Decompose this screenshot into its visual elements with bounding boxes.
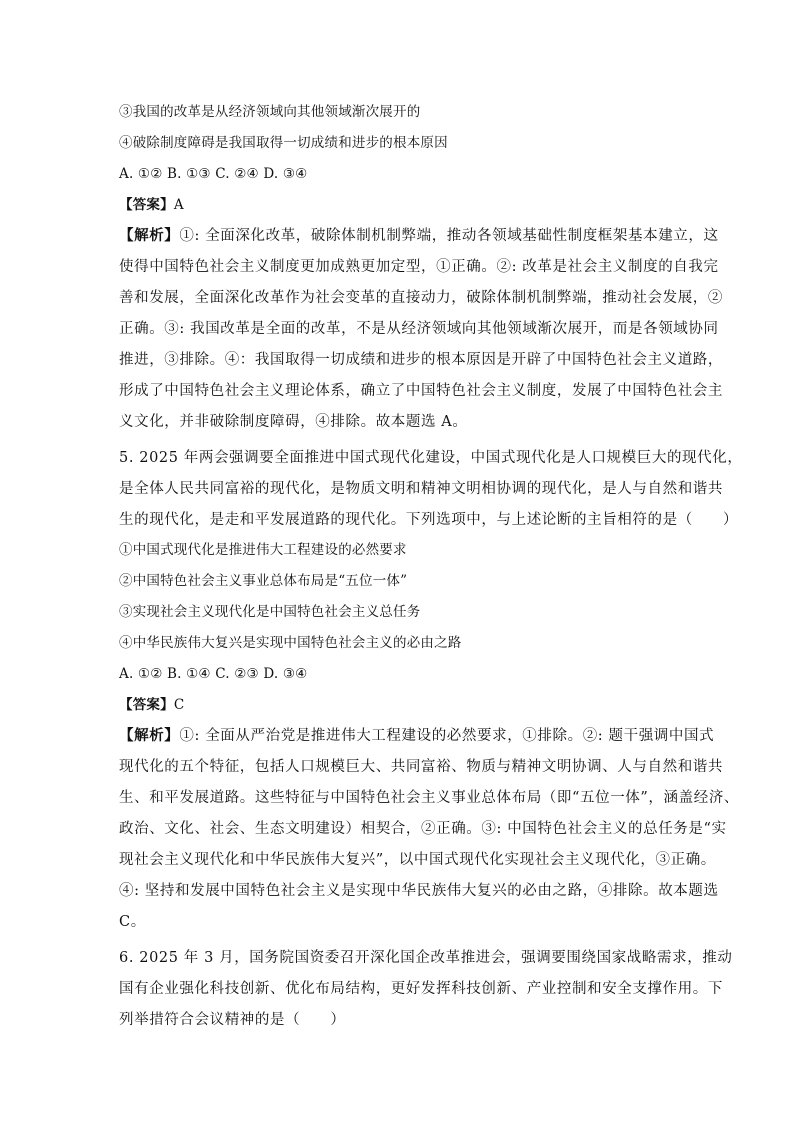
q5-stem-line: 生的现代化，是走和平发展道路的现代化。下列选项中，与上述论断的主旨相符的是（ ） (119, 512, 739, 528)
analysis-text: ①: 全面深化改革，破除体制机制弊端，推动各领域基础性制度框架基本建立，这 (179, 228, 719, 244)
analysis-tag: 【解析】 (119, 227, 180, 244)
q5-choices: A. ①② B. ①④ C. ②③ D. ③④ (119, 666, 308, 682)
q5-stem-line: 5. 2025 年两会强调要全面推进中国式现代化建设，中国式现代化是人口规模巨大的现代化， (119, 450, 743, 466)
q6-stem-line: 列举措符合会议精神的是（ ） (119, 1012, 346, 1028)
q6-stem-line: 国有企业强化科技创新、优化布局结构，更好发挥科技创新、产业控制和安全支撑作用。下 (119, 981, 723, 997)
q5-analysis-line: 生、和平发展道路。这些特征与中国特色社会主义事业总体布局（即“五位一体”，涵盖经济、 (119, 790, 740, 806)
q5-stem-line: 是全体人民共同富裕的现代化，是物质文明和精神文明相协调的现代化，是人与自然和谐共 (119, 481, 723, 497)
answer-value: A (173, 197, 184, 213)
q5-option-1: ①中国式现代化是推进伟大工程建设的必然要求 (119, 542, 407, 558)
q4-analysis-line: 推进，③排除。④：我国取得一切成绩和进步的根本原因是开辟了中国特色社会主义道路， (119, 352, 723, 368)
answer-value: C (173, 697, 185, 713)
answer-tag: 【答案】 (119, 197, 174, 213)
q6-stem-line: 6. 2025 年 3 月，国务院国资委召开深化国企改革推进会，强调要围绕国家战略需求，推动 (119, 950, 733, 966)
q5-option-3: ③实现社会主义现代化是中国特色社会主义总任务 (119, 604, 421, 620)
analysis-tag: 【解析】 (119, 727, 180, 744)
q4-analysis-line: 形成了中国特色社会主义理论体系，确立了中国特色社会主义制度，发展了中国特色社会主 (119, 383, 723, 399)
q5-answer (119, 695, 184, 715)
q5-analysis-line: 现代化的五个特征，包括人口规模巨大、共同富裕、物质与精神文明协调、人与自然和谐共 (119, 759, 723, 775)
answer-tag: 【答案】 (119, 697, 174, 713)
q4-analysis-line (119, 226, 719, 246)
q5-analysis-line: 政治、文化、社会、生态文明建设）相契合，②正确。③: 中国特色社会主义的总任务是“实 (119, 821, 727, 837)
q5-option-2: ②中国特色社会主义事业总体布局是“五位一体” (119, 573, 408, 589)
q5-analysis-line: 现社会主义现代化和中华民族伟大复兴”，以中国式现代化实现社会主义现代化，③正确。 (119, 852, 716, 868)
q4-analysis-line: 正确。③: 我国改革是全面的改革，不是从经济领域向其他领域渐次展开，而是各领域协同 (119, 321, 719, 337)
q5-analysis-line: C。 (119, 914, 146, 930)
q4-option-4: ④破除制度障碍是我国取得一切成绩和进步的根本原因 (119, 135, 448, 151)
q4-choices: A. ①② B. ①③ C. ②④ D. ③④ (119, 166, 308, 182)
q5-analysis-line: ④: 坚持和发展中国特色社会主义是实现中华民族伟大复兴的必由之路，④排除。故本题选 (119, 883, 719, 899)
q5-option-4: ④中华民族伟大复兴是实现中国特色社会主义的必由之路 (119, 635, 462, 651)
q4-option-3: ③我国的改革是从经济领域向其他领域渐次展开的 (119, 104, 421, 120)
q4-analysis-line: 使得中国特色社会主义制度更加成熟更加定型，①正确。②: 改革是社会主义制度的自我完 (119, 259, 719, 275)
q4-answer (119, 195, 184, 215)
analysis-text: ①: 全面从严治党是推进伟大工程建设的必然要求，①排除。②: 题干强调中国式 (179, 728, 715, 744)
q4-analysis-line: 善和发展，全面深化改革作为社会变革的直接动力，破除体制机制弊端，推动社会发展，② (119, 290, 723, 306)
q4-analysis-line: 义文化，并非破除制度障碍，④排除。故本题选 A。 (119, 414, 468, 430)
q5-analysis-line (119, 726, 714, 746)
